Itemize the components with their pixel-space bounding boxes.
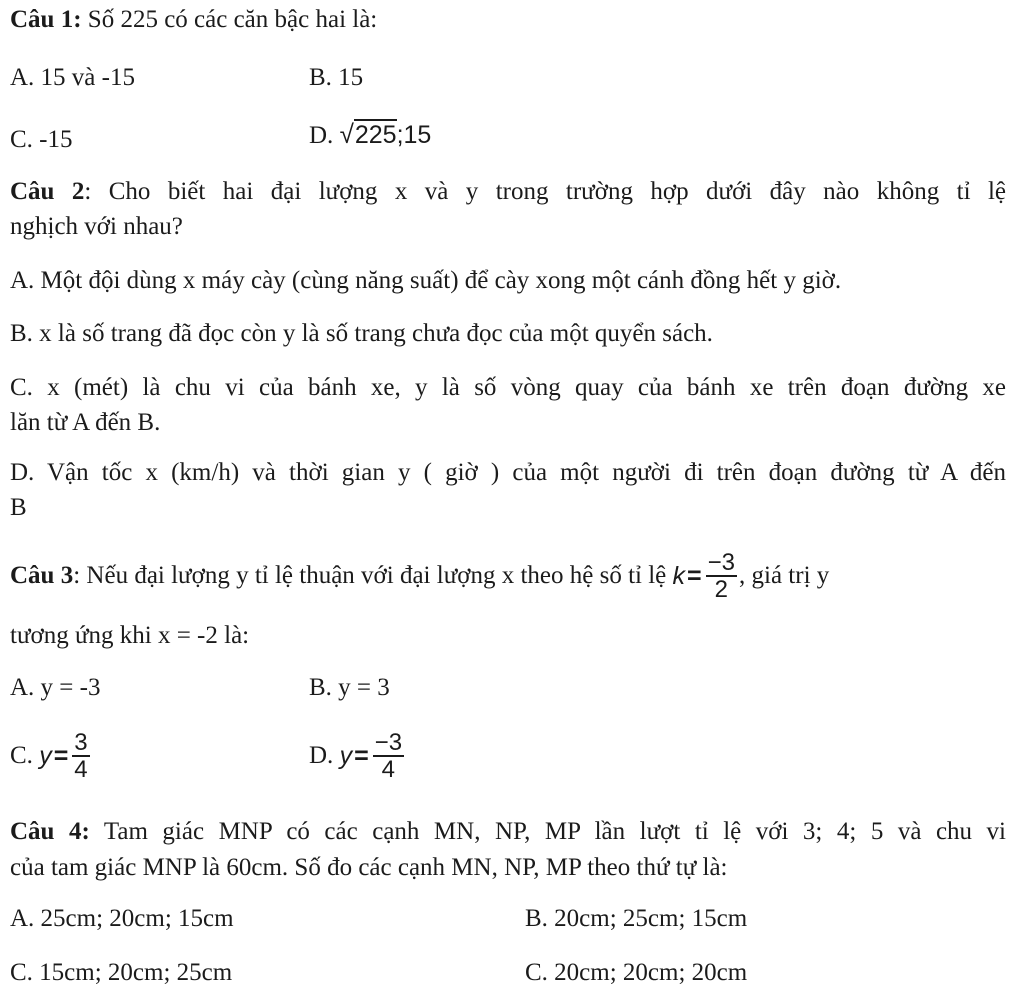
option-d-variable: y: [339, 741, 353, 770]
question-1-option-b: B. 15: [309, 64, 364, 91]
square-root: √225: [339, 119, 397, 149]
question-4-option-b: B. 20cm; 25cm; 15cm: [525, 905, 748, 932]
question-4-option-c: C. 15cm; 20cm; 25cm: [10, 959, 233, 986]
question-3-option-d: [309, 730, 406, 782]
square-root-radicand: 225: [354, 121, 397, 149]
question-3-option-c-prefix: C.: [10, 741, 40, 769]
question-1-option-d-suffix: ;15: [396, 121, 432, 149]
question-3-text-before: : Nếu đại lượng y tỉ lệ thuận với đại lượng x theo hệ số tỉ lệ: [73, 561, 673, 589]
question-4-option-d: C. 20cm; 20cm; 20cm: [525, 959, 748, 986]
question-2-option-b: B. x là số trang đã đọc còn y là số trang chưa đọc của một quyển sách.: [10, 320, 713, 347]
question-4-option-a: A. 25cm; 20cm; 15cm: [10, 905, 234, 932]
question-3-option-c: [10, 730, 92, 782]
question-1-label: Câu 1:: [10, 6, 82, 33]
question-2-option-c-line-2: lăn từ A đến B.: [10, 409, 161, 436]
question-4-text-line-2: của tam giác MNP là 60cm. Số đo các cạnh MN, NP, MP theo thứ tự là:: [10, 854, 728, 881]
question-4-text-line-1: Tam giác MNP có các cạnh MN, NP, MP lần lượt tỉ lệ với 3; 4; 5 và chu vi: [89, 818, 1006, 845]
question-3-option-b: B. y = 3: [309, 674, 390, 701]
fraction-denominator: 2: [714, 576, 728, 604]
equals-sign: =: [53, 741, 69, 770]
question-2-option-d-line-1: D. Vận tốc x (km/h) và thời gian y ( giờ ) của một người đi trên đoạn đường từ A đến: [10, 459, 1006, 486]
fraction-denominator: 4: [381, 756, 396, 784]
question-2-option-d-line-2: B: [10, 494, 27, 521]
question-2-option-a: A. Một đội dùng x máy cày (cùng năng suất) để cày xong một cánh đồng hết y giờ.: [10, 267, 842, 294]
question-2-label: Câu 2: [10, 178, 85, 205]
option-d-fraction: [373, 730, 404, 782]
question-2-text-line-2: nghịch với nhau?: [10, 213, 183, 240]
question-1-option-c: C. -15: [10, 126, 73, 153]
fraction-numerator: 3: [74, 729, 88, 756]
option-c-fraction: [72, 730, 89, 782]
question-3-text-after: , giá trị y: [739, 561, 830, 589]
question-4-label: Câu 4:: [10, 818, 90, 845]
question-1: [10, 4, 1006, 37]
question-3-text-line-2: tương ứng khi x = -2 là:: [10, 622, 250, 649]
fraction-numerator: −3: [707, 549, 736, 576]
question-1-text: Số 225 có các căn bậc hai là:: [81, 6, 378, 33]
question-3-line-1: [10, 550, 1006, 602]
question-1-option-d: [309, 118, 431, 153]
question-2-text-line-1: : Cho biết hai đại lượng x và y trong trường hợp dưới đây nào không tỉ lệ: [84, 178, 1006, 205]
question-1-option-a: A. 15 và -15: [10, 64, 135, 91]
equals-sign: =: [687, 561, 702, 590]
question-3-option-a: A. y = -3: [10, 674, 101, 701]
question-3-k-variable: k: [672, 561, 686, 590]
question-3-k-fraction: [706, 550, 737, 602]
fraction-denominator: 4: [74, 756, 88, 784]
question-1-option-d-prefix: D.: [309, 122, 340, 149]
question-2-line-1: [10, 176, 1006, 209]
question-2-option-c-line-1: C. x (mét) là chu vi của bánh xe, y là số vòng quay của bánh xe trên đoạn đường xe: [10, 374, 1006, 401]
fraction-numerator: −3: [374, 729, 403, 756]
equals-sign: =: [354, 741, 369, 770]
question-3-label: Câu 3: [10, 561, 74, 589]
question-4-line-1: [10, 816, 1006, 849]
option-c-variable: y: [39, 741, 52, 770]
question-3-option-d-prefix: D.: [309, 741, 340, 769]
